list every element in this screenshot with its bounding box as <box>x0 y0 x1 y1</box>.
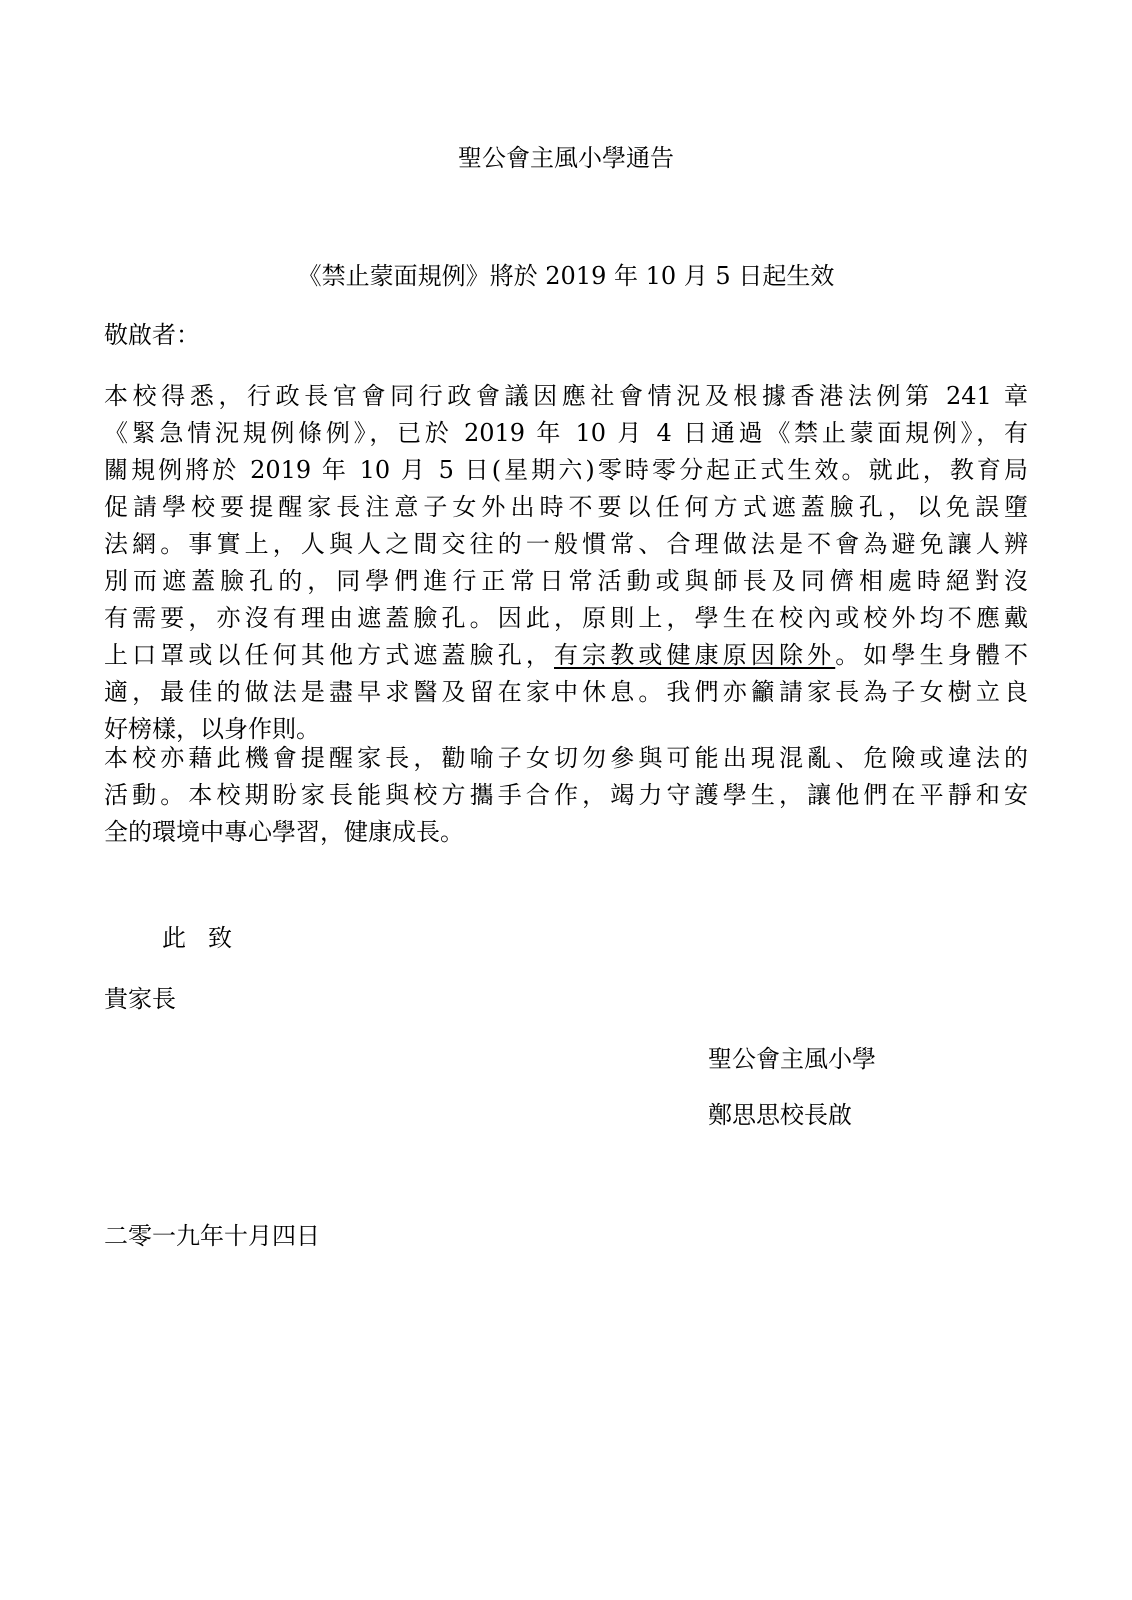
signer-name: 鄭思思校長啟 <box>708 1101 852 1129</box>
exception-underlined-text: 有宗教或健康原因除外 <box>554 641 836 669</box>
paragraph-line: 本校得悉，行政長官會同行政會議因應社會情況及根據香港法例第 241 章 <box>104 382 1028 410</box>
paragraph-line: 別而遮蓋臉孔的，同學們進行正常日常活動或與師長及同儕相處時絕對沒 <box>104 567 1028 595</box>
paragraph-line: 全的環境中專心學習，健康成長。 <box>104 818 464 846</box>
paragraph-line: 有需要，亦沒有理由遮蓋臉孔。因此，原則上，學生在校內或校外均不應戴 <box>104 604 1028 632</box>
signer-school: 聖公會主風小學 <box>708 1045 876 1073</box>
paragraph-line: 法網。事實上，人與人之間交往的一般慣常、合理做法是不會為避免讓人辨 <box>104 530 1028 558</box>
line-text-before: 上口罩或以任何其他方式遮蓋臉孔， <box>104 641 554 669</box>
paragraph-line: 好榜樣，以身作則。 <box>104 715 320 743</box>
paragraph-line: 適，最佳的做法是盡早求醫及留在家中休息。我們亦籲請家長為子女樹立良 <box>104 678 1028 706</box>
recipient: 貴家長 <box>104 985 176 1013</box>
paragraph-line-with-underline <box>104 637 1028 674</box>
paragraph-line: 促請學校要提醒家長注意子女外出時不要以任何方式遮蓋臉孔，以免誤墮 <box>104 493 1028 521</box>
paragraph-line: 關規例將於 2019 年 10 月 5 日(星期六)零時零分起正式生效。就此，教育局 <box>104 456 1028 484</box>
body-paragraph-1 <box>104 378 1028 748</box>
line-text-after: 。如學生身體不 <box>835 641 1028 669</box>
notice-subject: 《禁止蒙面規例》將於 2019 年 10 月 5 日起生效 <box>297 262 835 290</box>
body-paragraph-2 <box>104 740 1028 851</box>
closing-phrase: 此致 <box>162 924 254 952</box>
paragraph-line: 活動。本校期盼家長能與校方攜手合作，竭力守護學生，讓他們在平靜和安 <box>104 781 1028 809</box>
paragraph-line: 《緊急情況規例條例》，已於 2019 年 10 月 4 日通過《禁止蒙面規例》，有 <box>104 419 1028 447</box>
notice-date: 二零一九年十月四日 <box>104 1222 320 1250</box>
salutation: 敬啟者： <box>104 321 200 349</box>
paragraph-line: 本校亦藉此機會提醒家長，勸喻子女切勿參與可能出現混亂、危險或違法的 <box>104 744 1028 772</box>
notice-title: 聖公會主風小學通告 <box>458 144 674 172</box>
